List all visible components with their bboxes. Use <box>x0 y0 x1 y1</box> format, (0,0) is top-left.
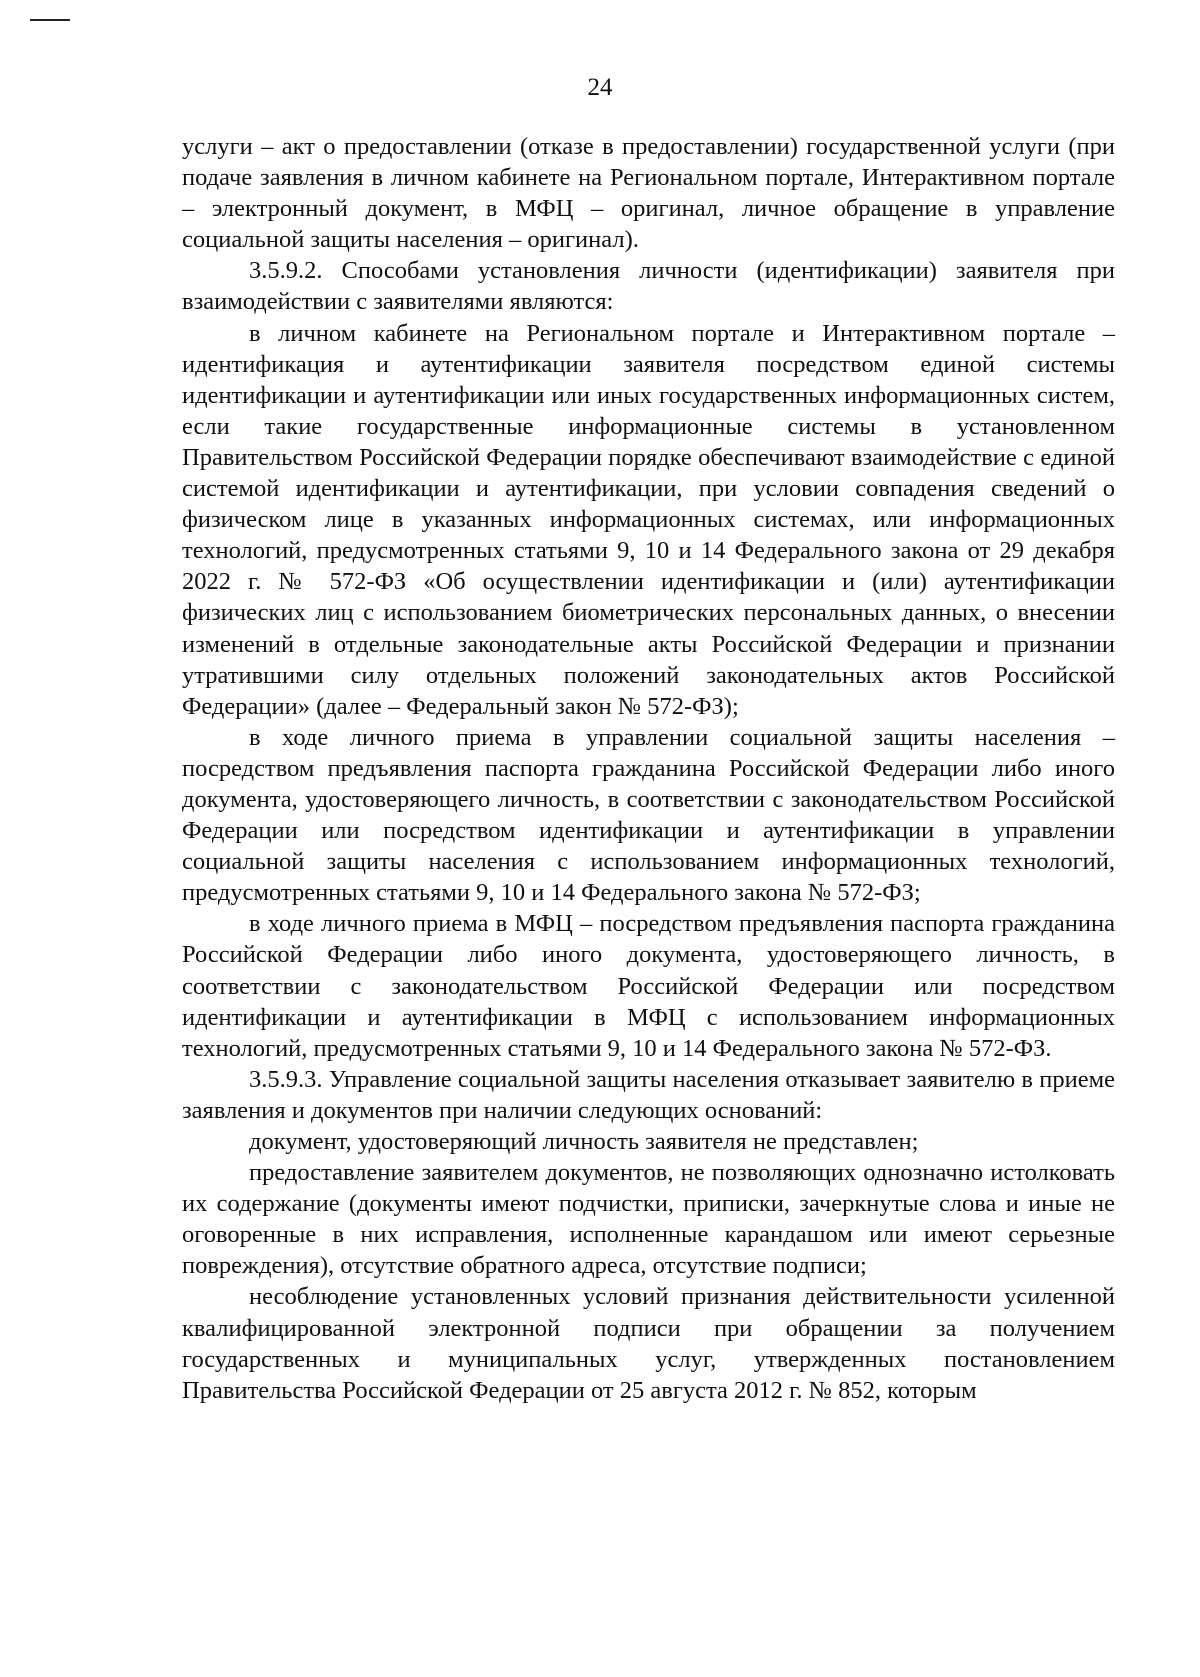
paragraph-mfc-reception: в ходе личного приема в МФЦ – посредством предъявления паспорта гражданина Российской Федерации либо иного документа, удостоверяющего личность, в соответствии с законодательством Российской Федерации или посредством идентификации и аутентификации в МФЦ с использованием информационных технологий, предусмотренных статьями 9, 10 и 14 Федерального закона № 572-ФЗ. <box>182 910 1115 1062</box>
paragraph-social-protection-reception: в ходе личного приема в управлении социальной защиты населения – посредством предъявления паспорта гражданина Российской Федерации либо иного документа, удостоверяющего личность, в соответствии с законодательством Российской Федерации или посредством идентификации и аутентификации в управлении социальной защиты населения с использованием информационных технологий, предусмотренных статьями 9, 10 и 14 Федерального закона № 572-ФЗ; <box>182 723 1115 907</box>
paragraph-personal-account-identification: в личном кабинете на Региональном портале и Интерактивном портале – идентификация и аутентификации заявителя посредством единой системы идентификации и аутентификации или иных государственных информационных систем, если такие государственные информационные системы в установленном Правительством Российской Федерации порядке обеспечивают взаимодействие с единой системой идентификации и аутентификации, при условии совпадения сведений о физическом лице в указанных информационных системах, или информационных технологий, предусмотренных статьями 9, 10 и 14 Федерального закона от 29 декабря 2022 г. № 572-ФЗ «Об осуществлении идентификации и (или) аутентификации физических лиц с использованием биометрических персональных данных, о внесении изменений в отдельные законодательные акты Российской Федерации и признании утратившими силу отдельных положений законодательных актов Российской Федерации» (далее – Федеральный закон № 572-ФЗ); <box>182 319 1115 720</box>
paragraph-ambiguous-documents: предоставление заявителем документов, не позволяющих однозначно истолковать их содержание (документы имеют подчистки, приписки, зачеркнутые слова и иные не оговоренные в них исправления, исполненные карандашом или имеют серьезные повреждения), отсутствие обратного адреса, отсутствие подписи; <box>182 1159 1115 1280</box>
paragraph-3-5-9-3-heading: 3.5.9.3. Управление социальной защиты населения отказывает заявителю в приеме заявления и документов при наличии следующих оснований: <box>182 1065 1115 1124</box>
scan-corner-mark <box>30 19 70 21</box>
document-body <box>182 131 1115 1406</box>
page-number: 24 <box>587 74 613 101</box>
paragraph-service-result: услуги – акт о предоставлении (отказе в предоставлении) государственной услуги (при подаче заявления в личном кабинете на Региональном портале, Интерактивном портале – электронный документ, в МФЦ – оригинал, личное обращение в управление социальной защиты населения – оригинал). <box>182 133 1115 254</box>
paragraph-id-not-presented: документ, удостоверяющий личность заявителя не представлен; <box>249 1128 919 1155</box>
paragraph-3-5-9-2-heading: 3.5.9.2. Способами установления личности (идентификации) заявителя при взаимодействии с заявителями являются: <box>182 257 1115 316</box>
paragraph-electronic-signature: несоблюдение установленных условий признания действительности усиленной квалифицированной электронной подписи при обращении за получением государственных и муниципальных услуг, утвержденных постановлением Правительства Российской Федерации от 25 августа 2012 г. № 852, которым <box>182 1283 1115 1404</box>
